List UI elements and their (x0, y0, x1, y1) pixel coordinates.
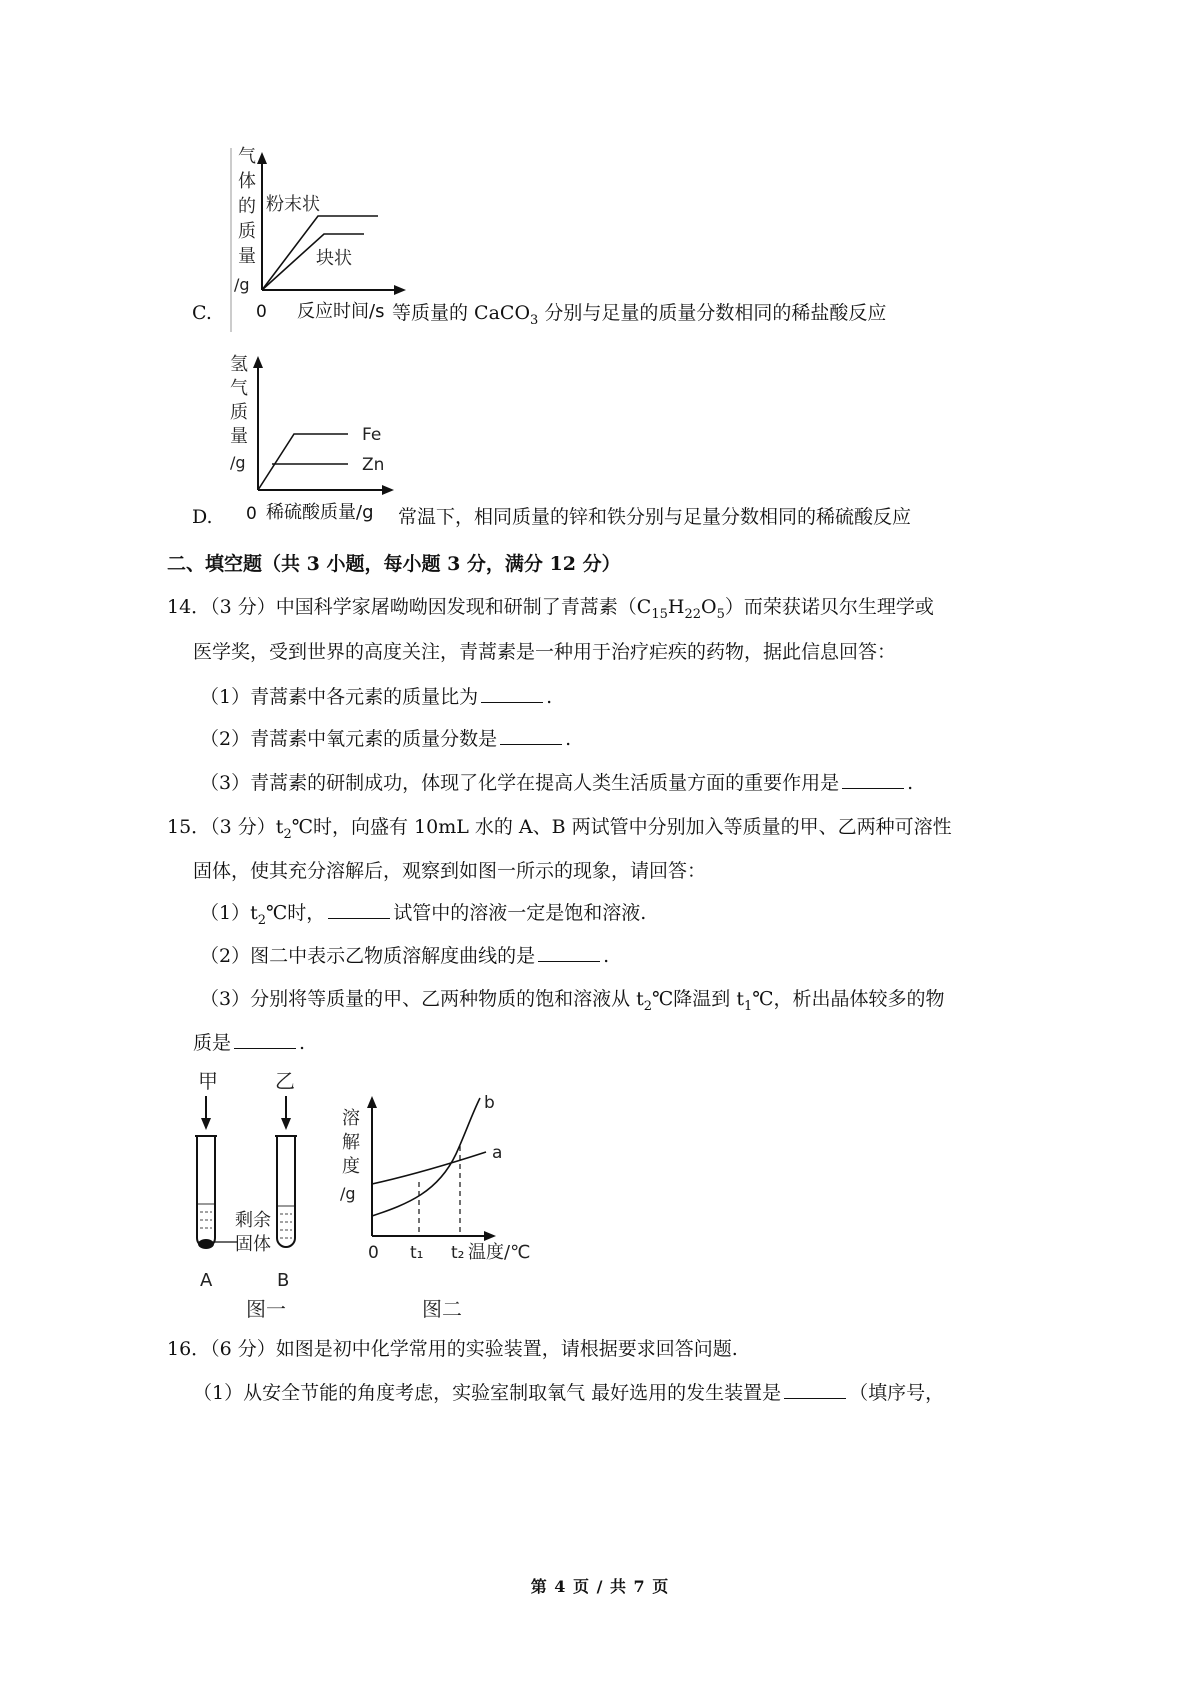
option-c-caption: 等质量的 CaCO$_3$ 分别与足量的质量分数相同的稀盐酸反应 (392, 302, 887, 328)
graph-d-ylabel-3: 质 (230, 402, 248, 423)
q15-sub1: $(1)t_2℃$时， 试管中的溶液一定是饱和溶液. (200, 902, 647, 928)
graph-c-ylabel-1: 气 (238, 146, 256, 167)
answer-blank[interactable] (328, 902, 390, 919)
q16-line1: 16．（6 分）如图是初中化学常用的实验装置，请根据要求回答问题. (167, 1338, 738, 1360)
q14-sub3: （3）青蒿素的研制成功，体现了化学在提高人类生活质量方面的重要作用是 . (200, 772, 914, 794)
q15-line1: 15．（3 分）$t_2℃$时，向盛有 10mL 水的 A、B 两试管中分别加入等质量的甲、乙两种可溶性 (167, 816, 952, 842)
section-title: 二、填空题（共 3 小题，每小题 3 分，满分 12 分） (167, 553, 621, 575)
solid-label-1: 剩余 (235, 1210, 271, 1231)
option-d-letter: D. (192, 506, 213, 528)
q14-line1: 14．（3 分）中国科学家屠呦呦因发现和研制了青蒿素$(C_{15}H_{22}O_5)$而荣获诺贝尔生理学或 (167, 596, 934, 622)
fig2-ylabel-4: /g (340, 1184, 356, 1203)
page-footer: 第 4 页 / 共 7 页 (530, 1577, 670, 1596)
fig2-origin: 0 (368, 1243, 379, 1263)
graph-c-xlabel: 反应时间/s (297, 301, 385, 322)
answer-blank[interactable] (842, 772, 904, 789)
tube-a (197, 1136, 215, 1247)
series-powder-label: 粉末状 (266, 194, 320, 215)
tube-b-label: B (277, 1270, 290, 1291)
graph-c-ylabel-2: 体 (238, 171, 256, 192)
answer-blank[interactable] (234, 1032, 296, 1049)
figure-2-solubility-graph (338, 1084, 548, 1324)
graph-c-ylabel-5: 量 (238, 246, 256, 267)
series-fe-label: Fe (362, 425, 382, 445)
graph-d-ylabel-4: 量 (230, 426, 248, 447)
tube-a-label: A (200, 1270, 213, 1291)
q15-sub2: （2）图二中表示乙物质溶解度曲线的是 . (200, 945, 610, 967)
answer-blank[interactable] (538, 945, 600, 962)
graph-d-ylabel-2: 气 (230, 378, 248, 399)
q14-line2: 医学奖，受到世界的高度关注，青蒿素是一种用于治疗疟疾的药物，据此信息回答： (193, 641, 897, 663)
option-d-caption: 常温下，相同质量的锌和铁分别与足量分数相同的稀硫酸反应 (398, 506, 912, 528)
fig2-t2-label: t₂ (451, 1243, 465, 1263)
answer-blank[interactable] (784, 1382, 846, 1399)
fig2-ylabel-3: 度 (342, 1156, 360, 1177)
graph-d (228, 348, 398, 498)
answer-blank[interactable] (500, 728, 562, 745)
tube-a-top-label: 甲 (198, 1069, 218, 1093)
series-lump-label: 块状 (316, 248, 352, 269)
graph-c-ylabel-6: /g (234, 275, 250, 294)
curve-b-label: b (484, 1093, 495, 1113)
q15-line-last: 质是 . (193, 1032, 306, 1054)
fig2-t1-label: t₁ (410, 1243, 424, 1263)
residual-solid (198, 1239, 214, 1249)
q16-sub1: （1）从安全节能的角度考虑，实验室制取氧气 最好选用的发生装置是 （填序号， (193, 1382, 945, 1404)
fig2-ylabel-1: 溶 (342, 1108, 360, 1129)
graph-d-xlabel: 稀硫酸质量/g (266, 502, 374, 523)
fig2-xlabel: 温度/℃ (468, 1242, 531, 1263)
series-zn-label: Zn (362, 455, 385, 475)
graph-c-origin: 0 (256, 302, 267, 322)
figure-1-test-tubes (180, 1064, 320, 1324)
series-fe-line (258, 434, 348, 490)
figure-1-caption: 图一 (246, 1297, 286, 1321)
figure-2-caption: 图二 (422, 1297, 462, 1321)
tube-b-top-label: 乙 (275, 1069, 295, 1093)
curve-b (372, 1098, 480, 1216)
q15-line2: 固体，使其充分溶解后，观察到如图一所示的现象，请回答： (193, 860, 707, 882)
curve-a (372, 1152, 486, 1184)
q15-sub3: （3）分别将等质量的甲、乙两种物质的饱和溶液从 $t_2℃$降温到 $t_1℃$，析出晶体较多的物 (200, 988, 945, 1014)
q14-sub2: （2）青蒿素中氧元素的质量分数是 . (200, 728, 572, 750)
graph-c-ylabel-3: 的 (238, 196, 256, 217)
curve-a-label: a (492, 1143, 503, 1163)
graph-c-ylabel-4: 质 (238, 221, 256, 242)
answer-blank[interactable] (481, 686, 543, 703)
solid-label-2: 固体 (235, 1234, 271, 1255)
graph-d-origin: 0 (246, 504, 257, 524)
graph-d-ylabel-1: 氢 (230, 354, 248, 375)
option-c-letter: C. (192, 302, 212, 324)
fig2-ylabel-2: 解 (342, 1132, 360, 1153)
q14-sub1: （1）青蒿素中各元素的质量比为 . (200, 686, 553, 708)
graph-d-ylabel-5: /g (230, 453, 246, 472)
